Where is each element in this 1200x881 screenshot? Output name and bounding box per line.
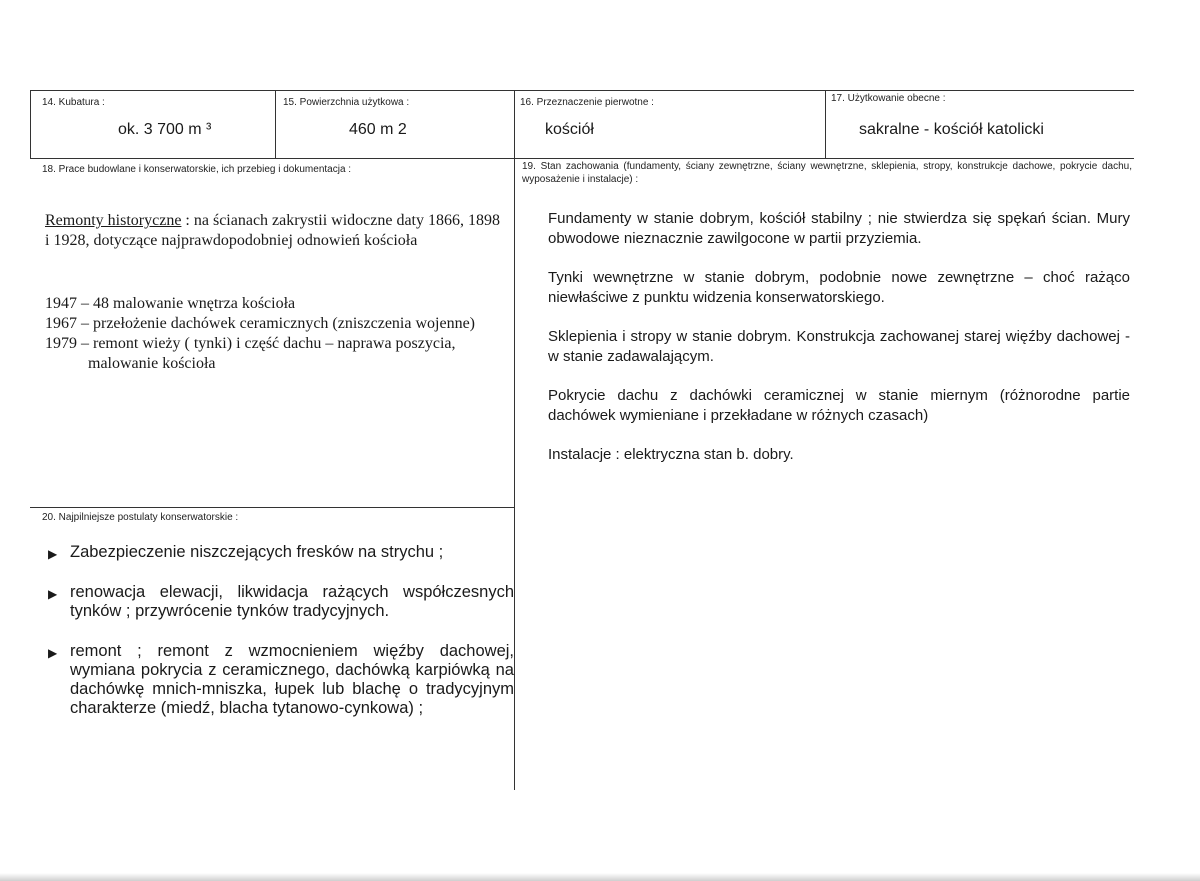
condition-paragraph: Instalacje : elektryczna stan b. dobry. — [548, 446, 794, 463]
field-value: kościół — [545, 121, 594, 138]
field-value: ok. 3 700 m ³ — [118, 121, 212, 138]
field-label: 16. Przeznaczenie pierwotne : — [520, 97, 654, 108]
condition-paragraph: Pokrycie dachu z dachówki ceramicznej w stanie miernym (różnorodne partie dachówek wymieniane i przekładane w różnych czasach) — [548, 387, 1130, 424]
triangle-right-icon: ▶ — [48, 547, 58, 561]
rule-col3 — [514, 90, 515, 790]
historical-repairs — [45, 211, 505, 251]
list-item — [48, 583, 514, 621]
field-label: 15. Powierzchnia użytkowa : — [283, 97, 410, 108]
field-label: 17. Użytkowanie obecne : — [831, 93, 946, 104]
rule-section20-top — [30, 507, 515, 508]
rule-top — [30, 90, 1134, 91]
list-item-text: Zabezpieczenie niszczejących fresków na strychu ; — [70, 543, 444, 561]
repair-entry: 1979 – remont wieży ( tynki) i część dachu – naprawa poszycia, — [45, 335, 456, 352]
rule-left — [30, 90, 31, 158]
list-item-text: renowacja elewacji, likwidacja rażących współczesnych tynków ; przywrócenie tynków tradycyjnych. — [70, 583, 514, 620]
list-item-text: remont ; remont z wzmocnieniem więźby dachowej, wymiana pokrycia z ceramicznego, dachówką karpiówką na dachówkę mnich-mniszka, łupek lub blachę o tradycyjnym charakterze (miedź, blacha tytanowo-cynkowa) ; — [70, 642, 514, 717]
rule-row1-bottom — [30, 158, 1134, 159]
condition-paragraph: Sklepienia i stropy w stanie dobrym. Konstrukcja zachowanej starej więźby dachowej - w stanie zadawalającym. — [548, 328, 1130, 365]
historical-repairs-heading: Remonty historyczne — [45, 212, 182, 229]
repair-entry: malowanie kościoła — [88, 355, 216, 372]
section-label: 19. Stan zachowania (fundamenty, ściany zewnętrzne, ściany wewnętrzne, sklepienia, stropy, konstrukcje dachowe, pokrycie dachu, wyposażenie i instalacje) : — [522, 161, 1132, 185]
repair-entry: 1947 – 48 malowanie wnętrza kościoła — [45, 295, 296, 312]
field-value: 460 m 2 — [349, 121, 407, 138]
list-item — [48, 543, 514, 562]
field-value: sakralne - kościół katolicki — [859, 121, 1044, 138]
repair-entry: 1967 – przełożenie dachówek ceramicznych (zniszczenia wojenne) — [45, 315, 475, 332]
scan-edge — [0, 873, 1200, 881]
list-item — [48, 642, 514, 718]
historical-repairs-text: : na ścianach zakrystii widoczne daty 1866, 1898 i 1928, dotyczące najprawdopodobniej odnowień kościoła — [45, 212, 500, 249]
triangle-right-icon: ▶ — [48, 646, 58, 660]
section-label: 20. Najpilniejsze postulaty konserwatorskie : — [42, 512, 239, 523]
condition-paragraph: Fundamenty w stanie dobrym, kościół stabilny ; nie stwierdza się spękań ścian. Mury obwodowe nieznacznie zawilgocone w partii przyziemia. — [548, 210, 1130, 247]
condition-paragraph: Tynki wewnętrzne w stanie dobrym, podobnie nowe zewnętrzne – choć rażąco niewłaściwe z punktu widzenia konserwatorskiego. — [548, 269, 1130, 306]
rule-col4 — [825, 90, 826, 158]
rule-col2 — [275, 90, 276, 158]
field-label: 14. Kubatura : — [42, 97, 105, 108]
triangle-right-icon: ▶ — [48, 587, 58, 601]
section-label: 18. Prace budowlane i konserwatorskie, ich przebieg i dokumentacja : — [42, 164, 352, 175]
